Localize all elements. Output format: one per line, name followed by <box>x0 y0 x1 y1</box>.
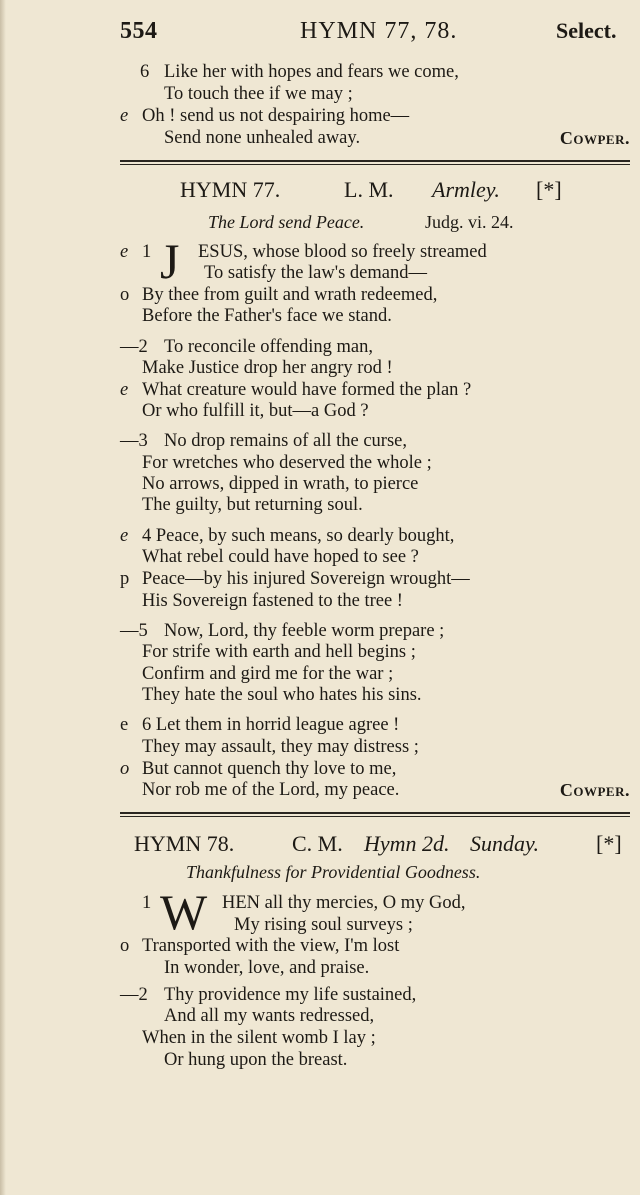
drop-cap: W <box>160 884 208 940</box>
verse-line: What rebel could have hoped to see ? <box>142 547 419 567</box>
author-credit: Cowper. <box>559 128 630 148</box>
divider-rule <box>120 160 630 162</box>
verse-line: —3 No drop remains of all the curse, <box>120 431 407 451</box>
verse-line: e 1 J ESUS, whose blood so freely streamed <box>120 233 487 289</box>
hymn-meter: C. M. <box>292 831 343 856</box>
verse-line: Send none unhealed away. Cowper. <box>164 128 630 148</box>
hymn-number: HYMN 77. <box>180 177 281 202</box>
verse-line: No arrows, dipped in wrath, to pierce <box>142 474 419 494</box>
hymn-mark: [*] <box>596 831 622 856</box>
verse-line: His Sovereign fastened to the tree ! <box>142 591 403 611</box>
verse-line: They hate the soul who hates his sins. <box>142 685 422 705</box>
hymn-day: Sunday. <box>470 831 540 856</box>
hymn-meter: L. M. <box>344 177 394 202</box>
verse-line: o But cannot quench thy love to me, <box>120 759 397 779</box>
verse-line: They may assault, they may distress ; <box>142 737 419 757</box>
verse-line: Or hung upon the breast. <box>164 1050 348 1070</box>
verse-line: 1 W HEN all thy mercies, O my God, <box>142 884 466 940</box>
hymn-tune: Hymn 2d. <box>364 831 450 856</box>
page-number: 554 <box>120 18 158 44</box>
verse-line: —2 Thy providence my life sustained, <box>120 985 417 1005</box>
verse-line: Nor rob me of the Lord, my peace. Cowper. <box>142 780 630 800</box>
verse-line: e 4 Peace, by such means, so dearly bought, <box>120 526 455 546</box>
verse-line: e What creature would have formed the plan ? <box>120 380 472 400</box>
verse-line: Or who fulfill it, but—a God ? <box>142 401 369 421</box>
verse-line: e 6 Let them in horrid league agree ! <box>120 715 400 735</box>
drop-cap: J <box>160 233 180 289</box>
verse-line: To satisfy the law's demand— <box>204 263 427 283</box>
header-section: Select. <box>556 18 617 43</box>
verse-line: For wretches who deserved the whole ; <box>142 453 432 473</box>
verse-line: —2 To reconcile offending man, <box>120 337 373 357</box>
verse-line: o By thee from guilt and wrath redeemed, <box>120 285 438 305</box>
running-header <box>0 18 640 50</box>
hymn-78-heading <box>0 831 640 861</box>
verse-line: For strife with earth and hell begins ; <box>142 642 416 662</box>
verse-line: When in the silent womb I lay ; <box>142 1028 376 1048</box>
verse-line: Before the Father's face we stand. <box>142 306 392 326</box>
hymn-78-subtitle: Thankfulness for Providential Goodness. <box>186 862 481 882</box>
divider-rule <box>120 816 630 817</box>
author-credit: Cowper. <box>559 780 630 800</box>
verse-line: 6 Like her with hopes and fears we come, <box>140 62 459 82</box>
divider-rule <box>120 812 630 814</box>
verse-line: o Transported with the view, I'm lost <box>120 936 400 956</box>
verse-line: To touch thee if we may ; <box>164 84 353 104</box>
scripture-reference: Judg. vi. 24. <box>425 212 514 232</box>
hymn-number: HYMN 78. <box>134 831 235 856</box>
divider-rule <box>120 164 630 165</box>
verse-line: —5 Now, Lord, thy feeble worm prepare ; <box>120 621 445 641</box>
verse-line: The guilty, but returning soul. <box>142 495 363 515</box>
hymn-mark: [*] <box>536 177 562 202</box>
hymn-77-heading <box>0 177 640 207</box>
verse-line: e Oh ! send us not despairing home— <box>120 106 410 126</box>
verse-line: Confirm and gird me for the war ; <box>142 664 394 684</box>
verse-line: In wonder, love, and praise. <box>164 958 370 978</box>
verse-line: p Peace—by his injured Sovereign wrought— <box>120 569 470 589</box>
header-title: HYMN 77, 78. <box>300 18 458 44</box>
verse-line: And all my wants redressed, <box>164 1006 375 1026</box>
verse-line: My rising soul surveys ; <box>234 915 413 935</box>
verse-line: Make Justice drop her angry rod ! <box>142 358 393 378</box>
hymn-77-subtitle: The Lord send Peace. Judg. vi. 24. <box>208 212 514 232</box>
hymn-tune: Armley. <box>432 177 500 202</box>
